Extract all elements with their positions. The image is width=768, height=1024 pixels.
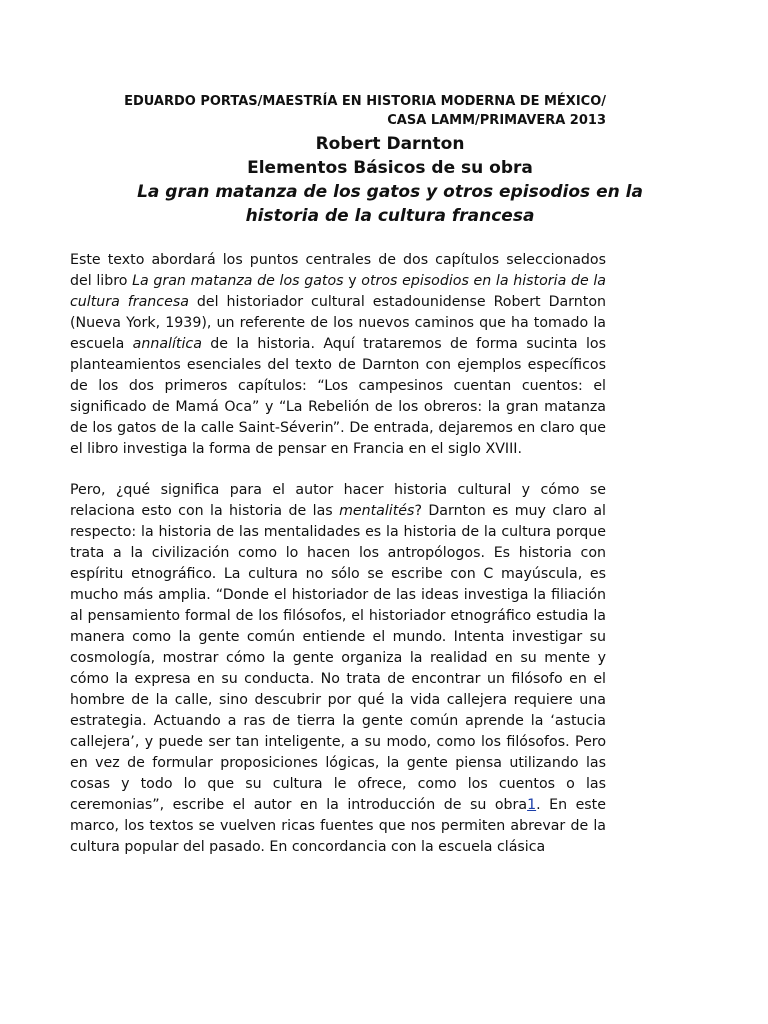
- paragraph-2: [70, 480, 606, 858]
- title-block: [60, 132, 720, 228]
- book-title-line-2: historia de la cultura francesa: [245, 206, 535, 226]
- p1-italic-3: annalítica: [132, 336, 202, 352]
- header-line-1: EDUARDO PORTAS/MAESTRÍA EN HISTORIA MODERNA DE MÉXICO/: [124, 94, 606, 109]
- p2-text-2: ? Darnton es muy claro al respecto: la historia de las mentalidades es la historia de la cultura porque trata a la civilización como lo hacen los antropólogos. Es historia con espíritu etnográfico. La cultura no sólo se escribe con C mayúscula, es mucho más amplia. “Donde el historiador de las ideas investiga la filiación al pensamiento formal de los filósofos, el historiador etnográfico estudia la manera como la gente común entiende el mundo. Intenta investigar su cosmología, mostrar cómo la gente organiza la realidad en su mente y cómo la expresa en su conducta. No trata de encontrar un filósofo en el hombre de la calle, sino descubrir por qué la vida callejera requiere una estrategia. Actuando a ras de tierra la gente común aprende la ‘astucia callejera’, y puede ser tan inteligente, a su modo, como los filósofos. Pero en vez de formular proposiciones lógicas, la gente piensa utilizando las cosas y todo lo que su cultura le ofrece, como los cuentos o las ceremonias”, escribe el autor en la introducción de su obra: [70, 503, 606, 813]
- document-header: [70, 92, 606, 130]
- p1-text-4: de la historia. Aquí trataremos de forma sucinta los planteamientos esenciales del texto de Darnton con ejemplos específicos de los dos primeros capítulos: “Los campesinos cuentan cuentos: el significado de Mamá Oca” y “La Rebelión de los obreros: la gran matanza de los gatos de la calle Saint-Séverin”. De entrada, dejaremos en claro que el libro investiga la forma de pensar en Francia en el siglo XVIII.: [70, 336, 606, 457]
- p2-text-1: Pero, ¿qué significa para el autor hacer historia cultural y cómo se relaciona esto con la historia de las: [70, 482, 606, 519]
- p1-text-3: del historiador cultural estadounidense Robert Darnton (Nueva York, 1939), un referente de los nuevos caminos que ha tomado la escuela: [70, 294, 606, 352]
- book-title-line-1: La gran matanza de los gatos y otros episodios en la: [137, 182, 643, 202]
- author-title: Robert Darnton: [315, 134, 465, 154]
- paragraph-1: [70, 250, 606, 460]
- subtitle: Elementos Básicos de su obra: [247, 158, 533, 178]
- p1-text-2: y: [343, 273, 362, 289]
- p1-text-1: Este texto abordará los puntos centrales de dos capítulos seleccionados del libro: [70, 252, 606, 289]
- p2-italic-1: mentalités: [339, 503, 415, 519]
- footnote-link[interactable]: 1: [527, 797, 537, 813]
- p2-text-3: . En este marco, los textos se vuelven ricas fuentes que nos permiten abrevar de la cultura popular del pasado. En concordancia con la escuela clásica: [70, 797, 606, 855]
- p1-italic-1: La gran matanza de los gatos: [132, 273, 344, 289]
- p1-italic-2: otros episodios en la historia de la cultura francesa: [70, 273, 606, 310]
- document-body: [70, 250, 606, 858]
- header-line-2: CASA LAMM/PRIMAVERA 2013: [387, 113, 606, 128]
